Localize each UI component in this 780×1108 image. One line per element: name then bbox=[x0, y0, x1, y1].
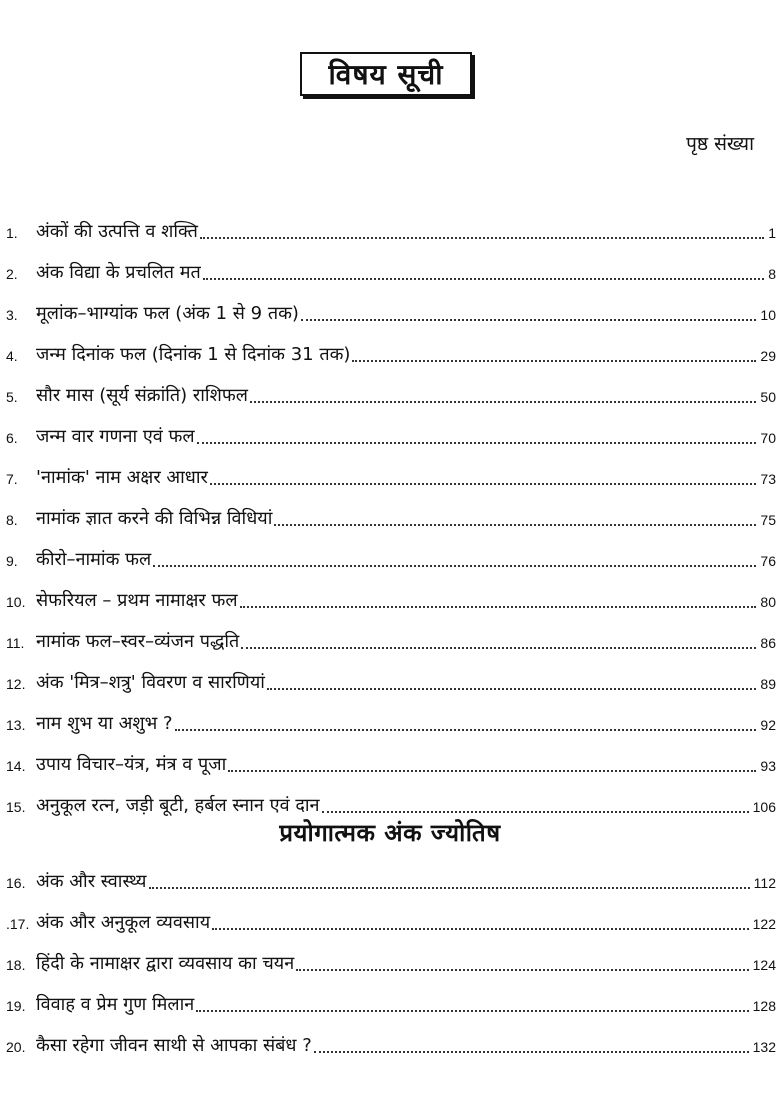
toc-entry[interactable] bbox=[6, 419, 776, 449]
dot-leader bbox=[203, 277, 764, 280]
entry-page: 93 bbox=[760, 758, 776, 774]
entry-number: 11. bbox=[6, 635, 25, 651]
toc-entry[interactable] bbox=[6, 460, 776, 490]
dot-leader bbox=[301, 318, 756, 321]
entry-title: नाम शुभ या अशुभ ? bbox=[36, 713, 173, 734]
toc-entry[interactable] bbox=[6, 987, 776, 1017]
dot-leader bbox=[149, 886, 750, 889]
toc-entry[interactable] bbox=[6, 747, 776, 777]
dot-leader bbox=[296, 968, 748, 971]
dot-leader bbox=[200, 236, 764, 239]
dot-leader bbox=[250, 400, 757, 403]
toc-entry[interactable] bbox=[6, 706, 776, 736]
entry-page: 106 bbox=[752, 799, 776, 815]
entry-page: 8 bbox=[768, 266, 776, 282]
dot-leader bbox=[197, 441, 757, 444]
entry-title: अंकों की उत्पत्ति व शक्ति bbox=[36, 221, 198, 242]
dot-leader bbox=[322, 810, 749, 813]
entry-number: 10. bbox=[6, 594, 26, 610]
contents-title: विषय सूची bbox=[300, 52, 472, 96]
entry-number: 16. bbox=[6, 875, 26, 891]
entry-number: 1. bbox=[6, 225, 18, 241]
entry-number: 9. bbox=[6, 553, 18, 569]
entry-title: कीरो–नामांक फल bbox=[36, 549, 152, 570]
entry-title: उपाय विचार–यंत्र, मंत्र व पूजा bbox=[36, 754, 227, 775]
entry-page: 50 bbox=[760, 389, 776, 405]
entry-number: 14. bbox=[6, 758, 26, 774]
entry-title: अंक और अनुकूल व्यवसाय bbox=[36, 912, 211, 933]
dot-leader bbox=[267, 687, 756, 690]
entry-page: 70 bbox=[760, 430, 776, 446]
entry-page: 122 bbox=[752, 916, 776, 932]
entry-title: अंक 'मित्र–शत्रु' विवरण व सारणियां bbox=[36, 672, 265, 693]
entry-title: अंक विद्या के प्रचलित मत bbox=[36, 262, 201, 283]
toc-entry[interactable] bbox=[6, 337, 776, 367]
toc-entry[interactable] bbox=[6, 624, 776, 654]
toc-entry[interactable] bbox=[6, 864, 776, 894]
toc-entry[interactable] bbox=[6, 214, 776, 244]
entry-number: 20. bbox=[6, 1039, 26, 1055]
entry-page: 73 bbox=[760, 471, 776, 487]
entry-page: 86 bbox=[760, 635, 776, 651]
dot-leader bbox=[241, 646, 756, 649]
entry-number: 12. bbox=[6, 676, 26, 692]
dot-leader bbox=[212, 927, 748, 930]
dot-leader bbox=[153, 564, 756, 567]
toc-entry[interactable] bbox=[6, 296, 776, 326]
toc-entry[interactable] bbox=[6, 378, 776, 408]
entry-number: 19. bbox=[6, 998, 26, 1014]
entry-page: 112 bbox=[753, 875, 776, 891]
toc-entry[interactable] bbox=[6, 946, 776, 976]
entry-title: हिंदी के नामाक्षर द्वारा व्यवसाय का चयन bbox=[36, 953, 295, 974]
entry-number: 13. bbox=[6, 717, 26, 733]
entry-title: 'नामांक' नाम अक्षर आधार bbox=[36, 467, 208, 488]
entry-number: 5. bbox=[6, 389, 18, 405]
entry-title: सौर मास (सूर्य संक्रांति) राशिफल bbox=[36, 385, 248, 406]
dot-leader bbox=[228, 769, 756, 772]
entry-page: 80 bbox=[760, 594, 776, 610]
entry-title: विवाह व प्रेम गुण मिलान bbox=[36, 994, 195, 1015]
entry-title: अंक और स्वास्थ्य bbox=[36, 871, 147, 892]
entry-number: .17. bbox=[6, 916, 30, 932]
toc-entry[interactable] bbox=[6, 1028, 776, 1058]
entry-page: 132 bbox=[752, 1039, 776, 1055]
dot-leader bbox=[240, 605, 757, 608]
entry-title: जन्म वार गणना एवं फल bbox=[36, 426, 195, 447]
section-heading: प्रयोगात्मक अंक ज्योतिष bbox=[279, 819, 501, 847]
entry-title: सेफरियल – प्रथम नामाक्षर फल bbox=[36, 590, 238, 611]
entry-page: 124 bbox=[752, 957, 776, 973]
toc-entry[interactable] bbox=[6, 542, 776, 572]
entry-number: 3. bbox=[6, 307, 18, 323]
toc-entry[interactable] bbox=[6, 905, 776, 935]
toc-entry[interactable] bbox=[6, 583, 776, 613]
toc-entry[interactable] bbox=[6, 255, 776, 285]
entry-title: मूलांक–भाग्यांक फल (अंक 1 से 9 तक) bbox=[36, 303, 299, 324]
dot-leader bbox=[314, 1050, 749, 1053]
entry-title: नामांक फल–स्वर–व्यंजन पद्धति bbox=[36, 631, 240, 652]
entry-number: 18. bbox=[6, 957, 26, 973]
entry-page: 10 bbox=[760, 307, 776, 323]
entry-number: 15. bbox=[6, 799, 26, 815]
entry-number: 2. bbox=[6, 266, 18, 282]
entry-title: जन्म दिनांक फल (दिनांक 1 से दिनांक 31 तक) bbox=[36, 344, 351, 365]
dot-leader bbox=[210, 482, 757, 485]
page-number-column-label: पृष्ठ संख्या bbox=[686, 133, 754, 155]
entry-page: 1 bbox=[768, 225, 776, 241]
entry-page: 75 bbox=[760, 512, 776, 528]
dot-leader bbox=[196, 1009, 748, 1012]
entry-number: 4. bbox=[6, 348, 18, 364]
entry-page: 76 bbox=[760, 553, 776, 569]
entry-title: कैसा रहेगा जीवन साथी से आपका संबंध ? bbox=[36, 1035, 312, 1056]
entry-page: 29 bbox=[760, 348, 776, 364]
toc-entry[interactable] bbox=[6, 788, 776, 818]
entry-page: 92 bbox=[760, 717, 776, 733]
entry-page: 89 bbox=[760, 676, 776, 692]
toc-entry[interactable] bbox=[6, 665, 776, 695]
entry-number: 6. bbox=[6, 430, 18, 446]
entry-number: 8. bbox=[6, 512, 18, 528]
dot-leader bbox=[352, 359, 756, 362]
dot-leader bbox=[274, 523, 756, 526]
entry-title: नामांक ज्ञात करने की विभिन्न विधियां bbox=[36, 508, 273, 529]
entry-number: 7. bbox=[6, 471, 18, 487]
toc-entry[interactable] bbox=[6, 501, 776, 531]
entry-title: अनुकूल रत्न, जड़ी बूटी, हर्बल स्नान एवं दान bbox=[36, 795, 320, 816]
entry-page: 128 bbox=[752, 998, 776, 1014]
dot-leader bbox=[175, 728, 757, 731]
